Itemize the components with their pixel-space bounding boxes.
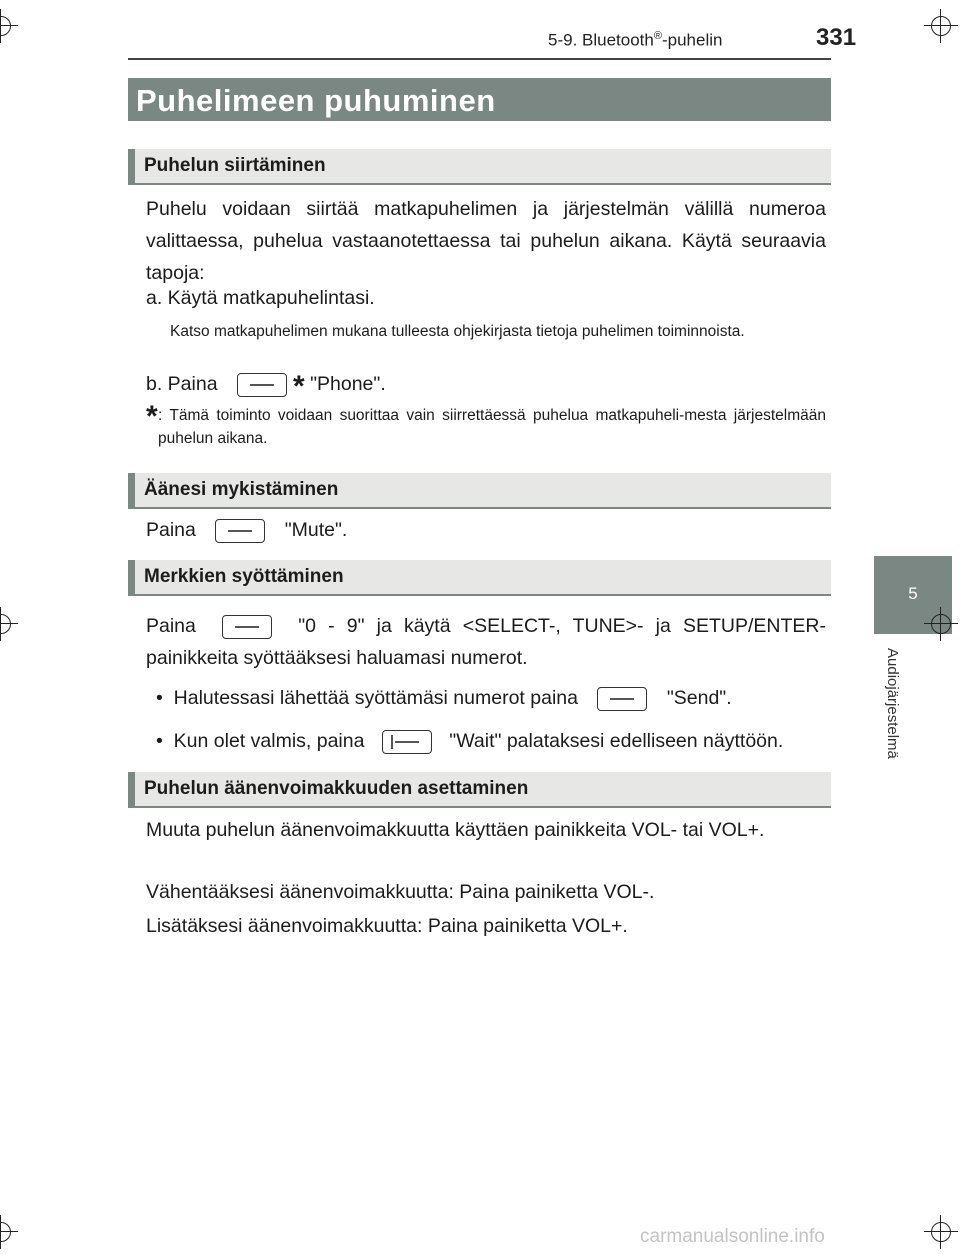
footnote-asterisk: * [146,400,158,433]
transfer-option-a-note: Katso matkapuhelimen mukana tulleesta ohjekirjasta tietoja puhelimen toiminnoista. [170,323,745,340]
crop-mark-icon [931,1222,951,1242]
input-suffix: "0 - 9" ja käytä <SELECT-, TUNE>- ja SETUP/ENTER-painikkeita syöttääksesi haluamasi numerot. [146,615,827,669]
section-heading-label: Puhelun äänenvoimakkuuden asettaminen [144,778,529,799]
screen-button-icon [215,519,265,543]
transfer-option-a: a. Käytä matkapuhelintasi. [146,287,375,309]
list-item [156,725,826,757]
chapter-label: Audiojärjestelmä [884,648,901,759]
page-title: Puhelimeen puhuminen [136,83,496,118]
bullet-prefix: Halutessasi lähettää syöttämäsi numerot paina [173,687,578,709]
bullet: • [156,687,174,709]
volume-paragraph-3: Lisätäksesi äänenvoimakkuutta: Paina painiketta VOL+. [146,915,628,937]
section-heading-label: Merkkien syöttäminen [144,566,344,587]
header-rule [128,58,831,60]
screen-button-icon [382,730,432,754]
mute-suffix: "Mute". [284,519,348,541]
screen-button-icon [222,615,272,639]
watermark: carmanualsonline.info [640,1226,825,1247]
chapter-number: 5 [908,584,918,603]
section-heading-input [128,560,831,596]
volume-paragraph-2: Vähentääksesi äänenvoimakkuutta: Paina painiketta VOL-. [146,881,655,903]
section-heading-label: Puhelun siirtäminen [144,155,326,176]
crop-mark-icon [931,614,951,634]
page-number: 331 [816,24,857,51]
list-item [156,682,826,714]
transfer-option-b [146,368,826,403]
screen-button-icon [597,687,647,711]
crop-mark-icon [0,614,11,634]
bullet: • [156,730,174,752]
mute-prefix: Paina [146,519,196,541]
bullet-suffix: "Send". [666,687,732,709]
input-instruction [146,610,826,674]
section-heading-label: Äänesi mykistäminen [144,479,339,500]
crop-mark-icon [0,16,11,36]
crop-mark-icon [0,1222,11,1242]
option-b-suffix: "Phone". [310,373,386,395]
section-prefix: 5-9. Bluetooth [548,30,654,50]
section-header [548,30,722,51]
page-title-bar [128,78,831,121]
bullet-prefix: Kun olet valmis, paina [173,730,365,752]
section-heading-mute [128,473,831,509]
crop-mark-icon [931,16,951,36]
section-heading-volume [128,772,831,808]
section-heading-transfer [128,149,831,185]
screen-button-icon [237,373,287,397]
asterisk: * [292,370,305,403]
volume-paragraph-1: Muuta puhelun äänenvoimakkuutta käyttäen painikkeita VOL- tai VOL+. [146,819,765,841]
registered-mark: ® [653,30,662,42]
footnote-text: : Tämä toiminto voidaan suorittaa vain siirrettäessä puhelua matkapuheli-mesta järjestelmään puhelun aikana. [158,407,826,447]
option-b-prefix: b. Paina [146,373,218,395]
bullet-suffix: "Wait" palataksesi edelliseen näyttöön. [449,730,784,752]
transfer-intro: Puhelu voidaan siirtää matkapuhelimen ja järjestelmän välillä numeroa valittaessa, puhelua vastaanotettaessa tai puhelun aikana. Käytä seuraavia tapoja: [146,198,826,284]
input-prefix: Paina [146,615,196,637]
mute-instruction [146,514,826,546]
section-suffix: -puhelin [661,30,723,50]
